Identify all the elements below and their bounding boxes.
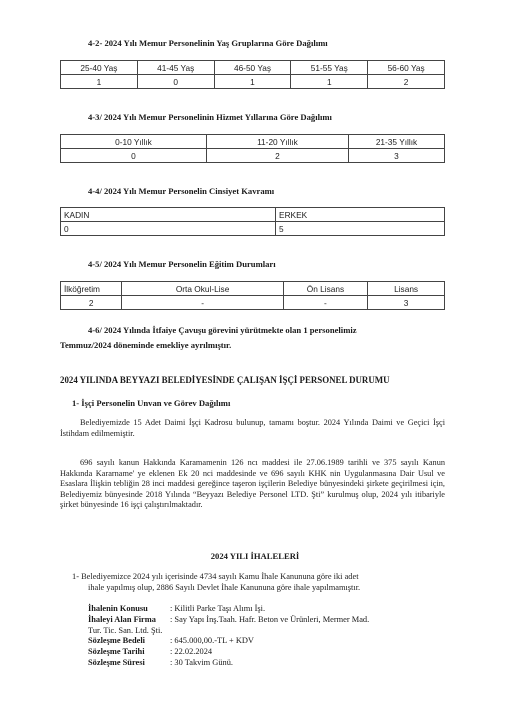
gender-table-header-row (61, 208, 445, 222)
age-header-cell: 46-50 Yaş (214, 61, 291, 75)
age-header-cell: 25-40 Yaş (61, 61, 138, 75)
education-table (60, 281, 445, 310)
age-table (60, 60, 445, 89)
gender-value-cell: 0 (61, 222, 276, 236)
age-value-cell: 1 (214, 75, 291, 89)
service-value-cell: 3 (348, 149, 444, 163)
education-value-cell: 2 (61, 296, 122, 310)
tender-date-row (88, 647, 369, 658)
tender-subject-value: : Kilitli Parke Taşı Alımı İşi. (170, 604, 266, 613)
service-header-cell: 21-35 Yıllık (348, 135, 444, 149)
tender-date-value: : 22.02.2024 (170, 647, 213, 657)
tender-subject-row (88, 604, 369, 615)
service-table (60, 134, 445, 163)
retirement-note-line2: Temmuz/2024 döneminde emekliye ayrılmıştır. (60, 340, 232, 350)
worker-subheading: 1- İşçi Personelin Unvan ve Görev Dağılımı (72, 398, 231, 408)
tenders-intro-line1: 1- Belediyemizce 2024 yılı içerisinde 4734 sayılı Kamu İhale Kanununa göre iki adet (72, 572, 359, 581)
tender-subject-label: İhalenin Konusu (88, 604, 148, 613)
worker-paragraph-2: 696 sayılı kanun Hakkında Karamamenin 126 ncı maddesi ile 27.06.1989 tarihli ve 375 sayılı Kanun Hakkında Kararname' ye eklenen Ek 20 nci maddesinde ve 696 sayılı KHK nin Uygulanmasına Dair Usul ve Esaslara İlişkin tebliğin 28 inci maddesi gereğince taşeron işçilerin Belediye bünyesindeki şirkete geçirilmesi için, Belediyemiz bünyesinde 2018 Yılında “Beyyazı Belediye Personel LTD. Şti” kurulmuş olup, 2024 yılı itibariyle şirket bünyesinde 16 işçi çalıştırılmaktadır. (60, 458, 445, 510)
education-section-title: 4-5/ 2024 Yılı Memur Personelin Eğitim Durumları (88, 259, 276, 269)
age-section-title: 4-2- 2024 Yılı Memur Personelinin Yaş Gruplarına Göre Dağılımı (88, 38, 328, 48)
gender-table (60, 207, 445, 236)
tender-details (88, 604, 369, 669)
service-table-value-row (61, 149, 445, 163)
gender-section-title: 4-4/ 2024 Yılı Memur Personelin Cinsiyet Kavramı (88, 186, 275, 196)
age-table-value-row (61, 75, 445, 89)
gender-table-value-row (61, 222, 445, 236)
age-header-cell: 56-60 Yaş (368, 61, 445, 75)
tender-price-value: : 645.000,00.-TL + KDV (170, 636, 254, 646)
age-value-cell: 0 (137, 75, 214, 89)
age-header-cell: 41-45 Yaş (137, 61, 214, 75)
gender-value-cell: 5 (276, 222, 445, 236)
age-table-header-row (61, 61, 445, 75)
education-value-cell: 3 (368, 296, 445, 310)
service-value-cell: 2 (206, 149, 348, 163)
gender-header-cell: KADIN (61, 208, 276, 222)
tender-duration-label: Sözleşme Süresi (88, 657, 145, 667)
service-value-cell: 0 (61, 149, 207, 163)
education-table-header-row (61, 282, 445, 296)
age-value-cell: 1 (291, 75, 368, 89)
retirement-note-line1: 4-6/ 2024 Yılında İtfaiye Çavuşu görevini yürütmekte olan 1 personelimiz (88, 325, 357, 335)
education-header-cell: Orta Okul-Lise (122, 282, 283, 296)
tender-date-label: Sözleşme Tarihi (88, 647, 145, 657)
service-table-header-row (61, 135, 445, 149)
education-header-cell: Ön Lisans (283, 282, 367, 296)
tender-firm-label: İhaleyi Alan Firma (88, 614, 156, 624)
age-value-cell: 1 (61, 75, 138, 89)
service-section-title: 4-3/ 2024 Yılı Memur Personelinin Hizmet Yıllarına Göre Dağılımı (88, 112, 332, 122)
worker-paragraph-1: Belediyemizde 15 Adet Daimi İşçi Kadrosu bulunup, tamamı boştur. 2024 Yılında Daimi ve Geçici İşçi İstihdam edilmemiştir. (60, 418, 445, 438)
worker-heading: 2024 YILINDA BEYYAZI BELEDİYESİNDE ÇALIŞAN İŞÇİ PERSONEL DURUMU (60, 375, 390, 385)
education-header-cell: Lisans (368, 282, 445, 296)
education-value-cell: - (283, 296, 367, 310)
education-value-cell: - (122, 296, 283, 310)
age-value-cell: 2 (368, 75, 445, 89)
service-header-cell: 0-10 Yıllık (61, 135, 207, 149)
tender-duration-row (88, 658, 369, 669)
tender-firm-value-line2: Tur. Tic. San. Ltd. Şti. (88, 625, 163, 635)
tender-price-label: Sözleşme Bedeli (88, 636, 145, 646)
tenders-intro-line2: ihale yapılmış olup, 2886 Sayılı Devlet İhale Kanununa göre ihale yapılmamıştır. (88, 583, 361, 592)
tenders-heading: 2024 YILI İHALELERİ (210, 551, 300, 561)
tender-firm-row-2 (88, 626, 369, 637)
education-table-value-row (61, 296, 445, 310)
gender-header-cell: ERKEK (276, 208, 445, 222)
tender-firm-row (88, 615, 369, 626)
tender-duration-value: : 30 Takvim Günü. (170, 657, 233, 667)
education-header-cell: İlköğretim (61, 282, 122, 296)
age-header-cell: 51-55 Yaş (291, 61, 368, 75)
service-header-cell: 11-20 Yıllık (206, 135, 348, 149)
tender-price-row (88, 636, 369, 647)
tender-firm-value: : Say Yapı İnş.Taah. Hafr. Beton ve Ürünleri, Mermer Mad. (170, 614, 370, 624)
